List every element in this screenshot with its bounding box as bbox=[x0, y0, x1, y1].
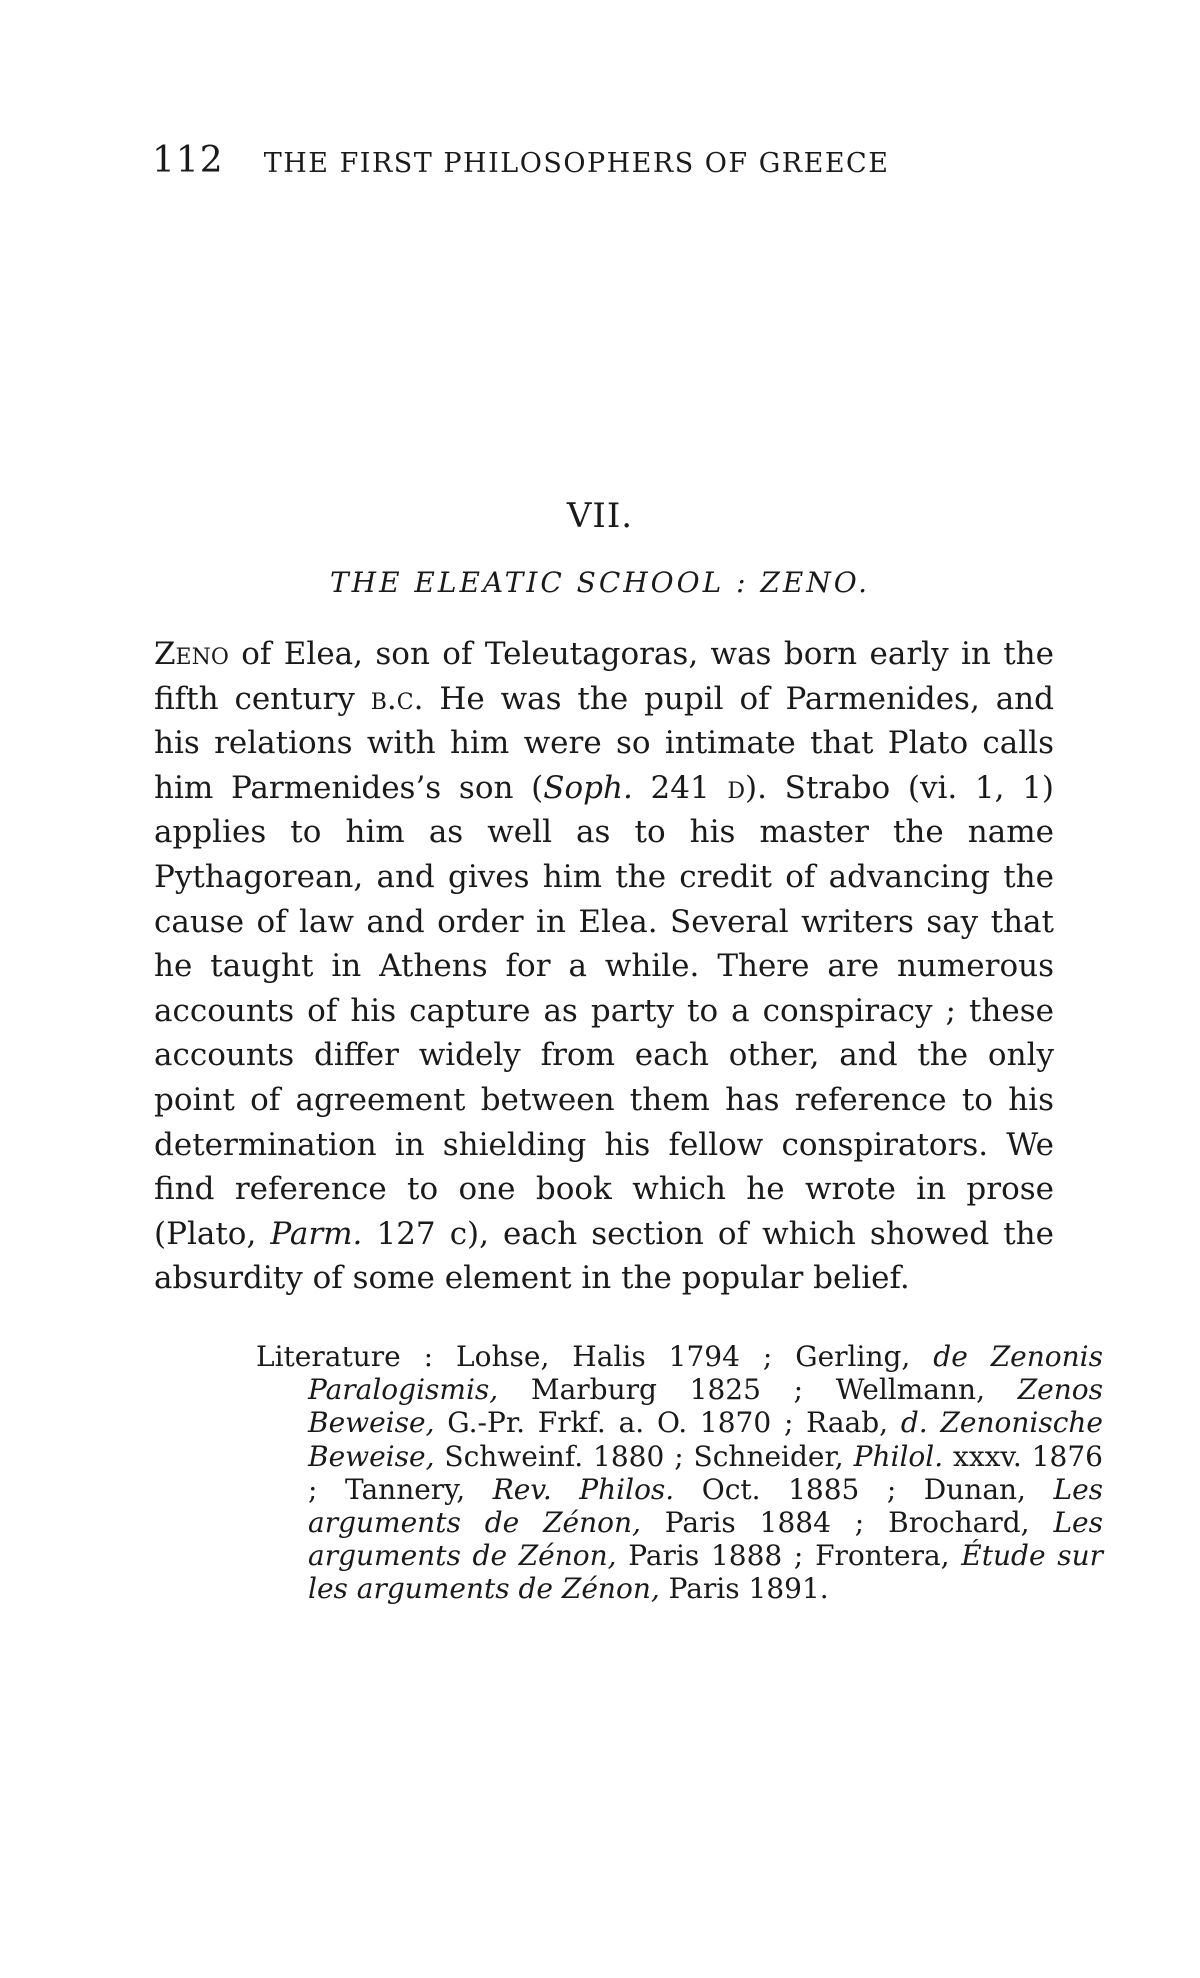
literature-title: d. Zenonische Beweise, bbox=[308, 1406, 1103, 1473]
literature-title: Les arguments de Zénon, bbox=[308, 1506, 1103, 1573]
literature-part: Paris 1891. bbox=[659, 1572, 829, 1606]
body-text-part: 241 bbox=[632, 769, 728, 806]
literature-title: Zenos Beweise, bbox=[308, 1373, 1103, 1440]
reference-letter: d bbox=[727, 769, 746, 806]
running-head bbox=[152, 140, 1052, 181]
body-text-part: of Elea, son of Teleutagoras, was born early in the fifth century bbox=[154, 636, 1054, 717]
body-text-part: 127 c), each section of which showed the absurdity of some element in the popular belief. bbox=[154, 1215, 1054, 1297]
literature-title: Rev. Philos. bbox=[492, 1472, 675, 1506]
reference-sophist: Soph. bbox=[543, 769, 633, 806]
literature-part: Oct. 1885 ; Dunan, bbox=[674, 1472, 1054, 1506]
reference-parmenides: Parm. bbox=[270, 1215, 363, 1252]
chapter-title: THE ELEATIC SCHOOL : ZENO. bbox=[329, 566, 871, 599]
literature-note bbox=[256, 1340, 1103, 1606]
body-text-part: He was the pupil of Parmenides, and his relations with him were so intimate that Plato calls him Parmenides’s son ( bbox=[154, 680, 1054, 806]
literature-part: Literature : Lohse, Halis 1794 ; Gerling, bbox=[256, 1340, 934, 1373]
literature-part: Paris 1884 ; Brochard, bbox=[640, 1506, 1054, 1540]
literature-part: G.-Pr. Frkf. a. O. 1870 ; Raab, bbox=[434, 1406, 901, 1440]
literature-part: xxxv. 1876 ; Tannery, bbox=[308, 1439, 1103, 1506]
literature-part: Schweinf. 1880 ; Schneider, bbox=[434, 1439, 854, 1473]
first-word: Zeno bbox=[154, 636, 229, 672]
literature-title: de Zenonis Paralogismis, bbox=[308, 1340, 1103, 1407]
chapter-number: VII. bbox=[566, 496, 634, 536]
running-title: THE FIRST PHILOSOPHERS OF GREECE bbox=[263, 148, 890, 179]
bc-abbreviation: b.c. bbox=[370, 680, 424, 717]
page-number: 112 bbox=[152, 140, 224, 181]
literature-title: Étude sur les arguments de Zénon, bbox=[308, 1539, 1104, 1606]
body-text-part: ). Strabo (vi. 1, 1) applies to him as well as to his master the name Pythagorean, and gives him the credit of advancing the cause of law and order in Elea. Several writers say that he taught in Athens for a while. There are numerous accounts of his capture as party to a conspiracy ; these accounts differ widely from each other, and the only point of agreement between them has reference to his determination in shielding his fellow conspirators. We find reference to one book which he wrote in prose (Plato, bbox=[154, 769, 1055, 1252]
literature-part: Marburg 1825 ; Wellmann, bbox=[498, 1373, 1018, 1407]
literature-title: Les arguments de Zénon, bbox=[308, 1472, 1104, 1540]
literature-part: Paris 1888 ; Frontera, bbox=[616, 1539, 962, 1573]
literature-title: Philol. bbox=[853, 1439, 944, 1473]
body-paragraph bbox=[154, 632, 1054, 1301]
